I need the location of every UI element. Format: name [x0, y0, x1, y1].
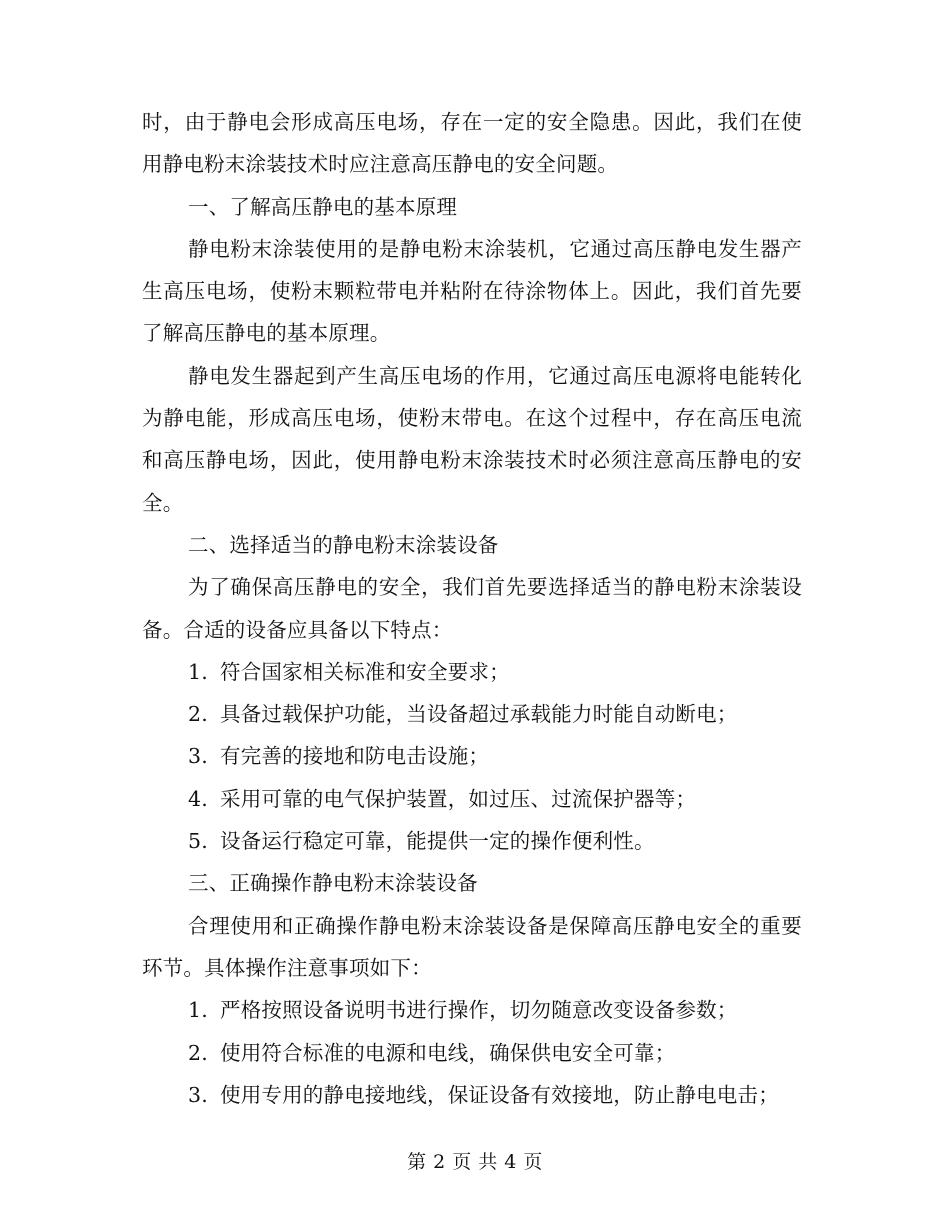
paragraph: 时，由于静电会形成高压电场，存在一定的安全隐患。因此，我们在使用静电粉末涂装技术时应注意高压静电的安全问题。: [142, 110, 802, 177]
paragraph: 静电发生器起到产生高压电场的作用，它通过高压电源将电能转化为静电能，形成高压电场，使粉末带电。在这个过程中，存在高压电流和高压静电场，因此，使用静电粉末涂装技术时必须注意高压静电的安全。: [142, 363, 802, 515]
list-item-text: 有完善的接地和防电击设施；: [220, 744, 490, 769]
list-item-text: 使用专用的静电接地线，保证设备有效接地，防止静电电击；: [220, 1082, 779, 1107]
list-item: [142, 989, 802, 1031]
list-item: [142, 735, 802, 777]
list-item-number: 5.: [188, 829, 208, 854]
list-item-number: 3.: [188, 744, 208, 769]
section-heading-3: 三、正确操作静电粉末涂装设备: [188, 871, 478, 896]
document-body: [142, 101, 802, 1116]
list-item: [142, 1074, 802, 1116]
section-heading-1: 一、了解高压静电的基本原理: [188, 194, 458, 219]
list-item: [142, 693, 802, 735]
section-heading-2: 二、选择适当的静电粉末涂装设备: [188, 532, 499, 557]
list-item-text: 严格按照设备说明书进行操作，切勿随意改变设备参数；: [220, 998, 738, 1023]
list-item-number: 2.: [188, 1040, 208, 1065]
list-item-text: 采用可靠的电气保护装置，如过压、过流保护器等；: [220, 786, 697, 811]
list-item: [142, 651, 802, 693]
paragraph: 静电粉末涂装使用的是静电粉末涂装机，它通过高压静电发生器产生高压电场，使粉末颗粒带电并粘附在待涂物体上。因此，我们首先要了解高压静电的基本原理。: [142, 236, 802, 346]
list-item-number: 4.: [188, 786, 208, 811]
page-number-footer: 第 2 页 共 4 页: [407, 1151, 543, 1173]
list-item-text: 设备运行稳定可靠，能提供一定的操作便利性。: [220, 829, 655, 854]
list-item-number: 2.: [188, 702, 208, 727]
list-item: [142, 778, 802, 820]
paragraph: 合理使用和正确操作静电粉末涂装设备是保障高压静电安全的重要环节。具体操作注意事项如下：: [142, 913, 802, 980]
paragraph: 为了确保高压静电的安全，我们首先要选择适当的静电粉末涂装设备。合适的设备应具备以下特点：: [142, 575, 802, 642]
list-item: [142, 1032, 802, 1074]
list-item: [142, 820, 802, 862]
list-item-number: 3.: [188, 1082, 208, 1107]
list-item-number: 1.: [188, 659, 208, 684]
list-item-text: 具备过载保护功能，当设备超过承载能力时能自动断电；: [220, 702, 738, 727]
list-item-number: 1.: [188, 998, 208, 1023]
list-item-text: 使用符合标准的电源和电线，确保供电安全可靠；: [220, 1040, 676, 1065]
list-item-text: 符合国家相关标准和安全要求；: [220, 659, 510, 684]
